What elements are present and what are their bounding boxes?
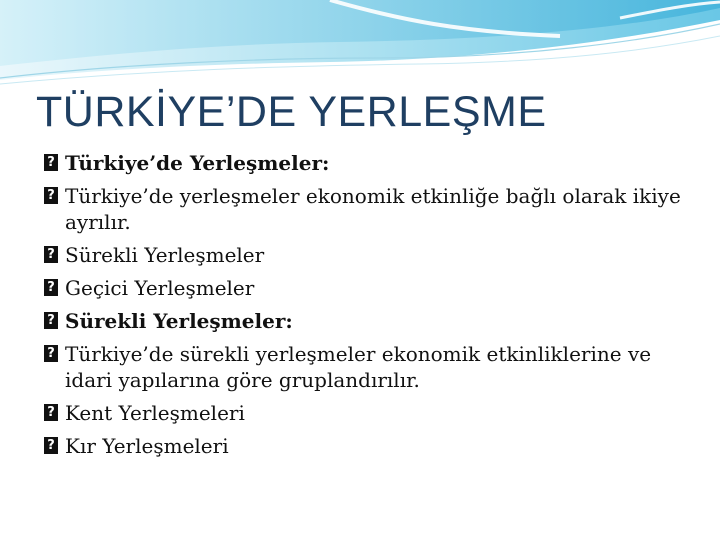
bullet-list: [44, 150, 704, 466]
bullet-text: Türkiye’de yerleşmeler ekonomik etkinliğe bağlı olarak ikiye ayrılır.: [65, 184, 681, 234]
bullet-item: [44, 308, 704, 334]
missing-glyph-bullet-icon: ?: [44, 312, 58, 329]
missing-glyph-bullet-icon: ?: [44, 187, 58, 204]
bullet-text: Kent Yerleşmeleri: [65, 401, 245, 425]
bullet-item: [44, 400, 704, 426]
bullet-item: [44, 150, 704, 176]
missing-glyph-bullet-icon: ?: [44, 279, 58, 296]
bullet-item: [44, 183, 704, 235]
missing-glyph-bullet-icon: ?: [44, 154, 58, 171]
bullet-text: Türkiye’de sürekli yerleşmeler ekonomik etkinliklerine ve idari yapılarına göre gruplandırılır.: [65, 342, 652, 392]
missing-glyph-bullet-icon: ?: [44, 246, 58, 263]
missing-glyph-bullet-icon: ?: [44, 437, 58, 454]
bullet-text: Türkiye’de Yerleşmeler:: [65, 151, 330, 175]
decorative-wave-header: [0, 0, 720, 90]
bullet-item: [44, 275, 704, 301]
bullet-text: Kır Yerleşmeleri: [65, 434, 229, 458]
missing-glyph-bullet-icon: ?: [44, 345, 58, 362]
bullet-item: [44, 433, 704, 459]
missing-glyph-bullet-icon: ?: [44, 404, 58, 421]
bullet-text: Geçici Yerleşmeler: [65, 276, 255, 300]
slide-title: TÜRKİYE’DE YERLEŞME: [36, 88, 547, 136]
bullet-text: Sürekli Yerleşmeler:: [65, 309, 293, 333]
bullet-item: [44, 242, 704, 268]
bullet-item: [44, 341, 704, 393]
bullet-text: Sürekli Yerleşmeler: [65, 243, 265, 267]
